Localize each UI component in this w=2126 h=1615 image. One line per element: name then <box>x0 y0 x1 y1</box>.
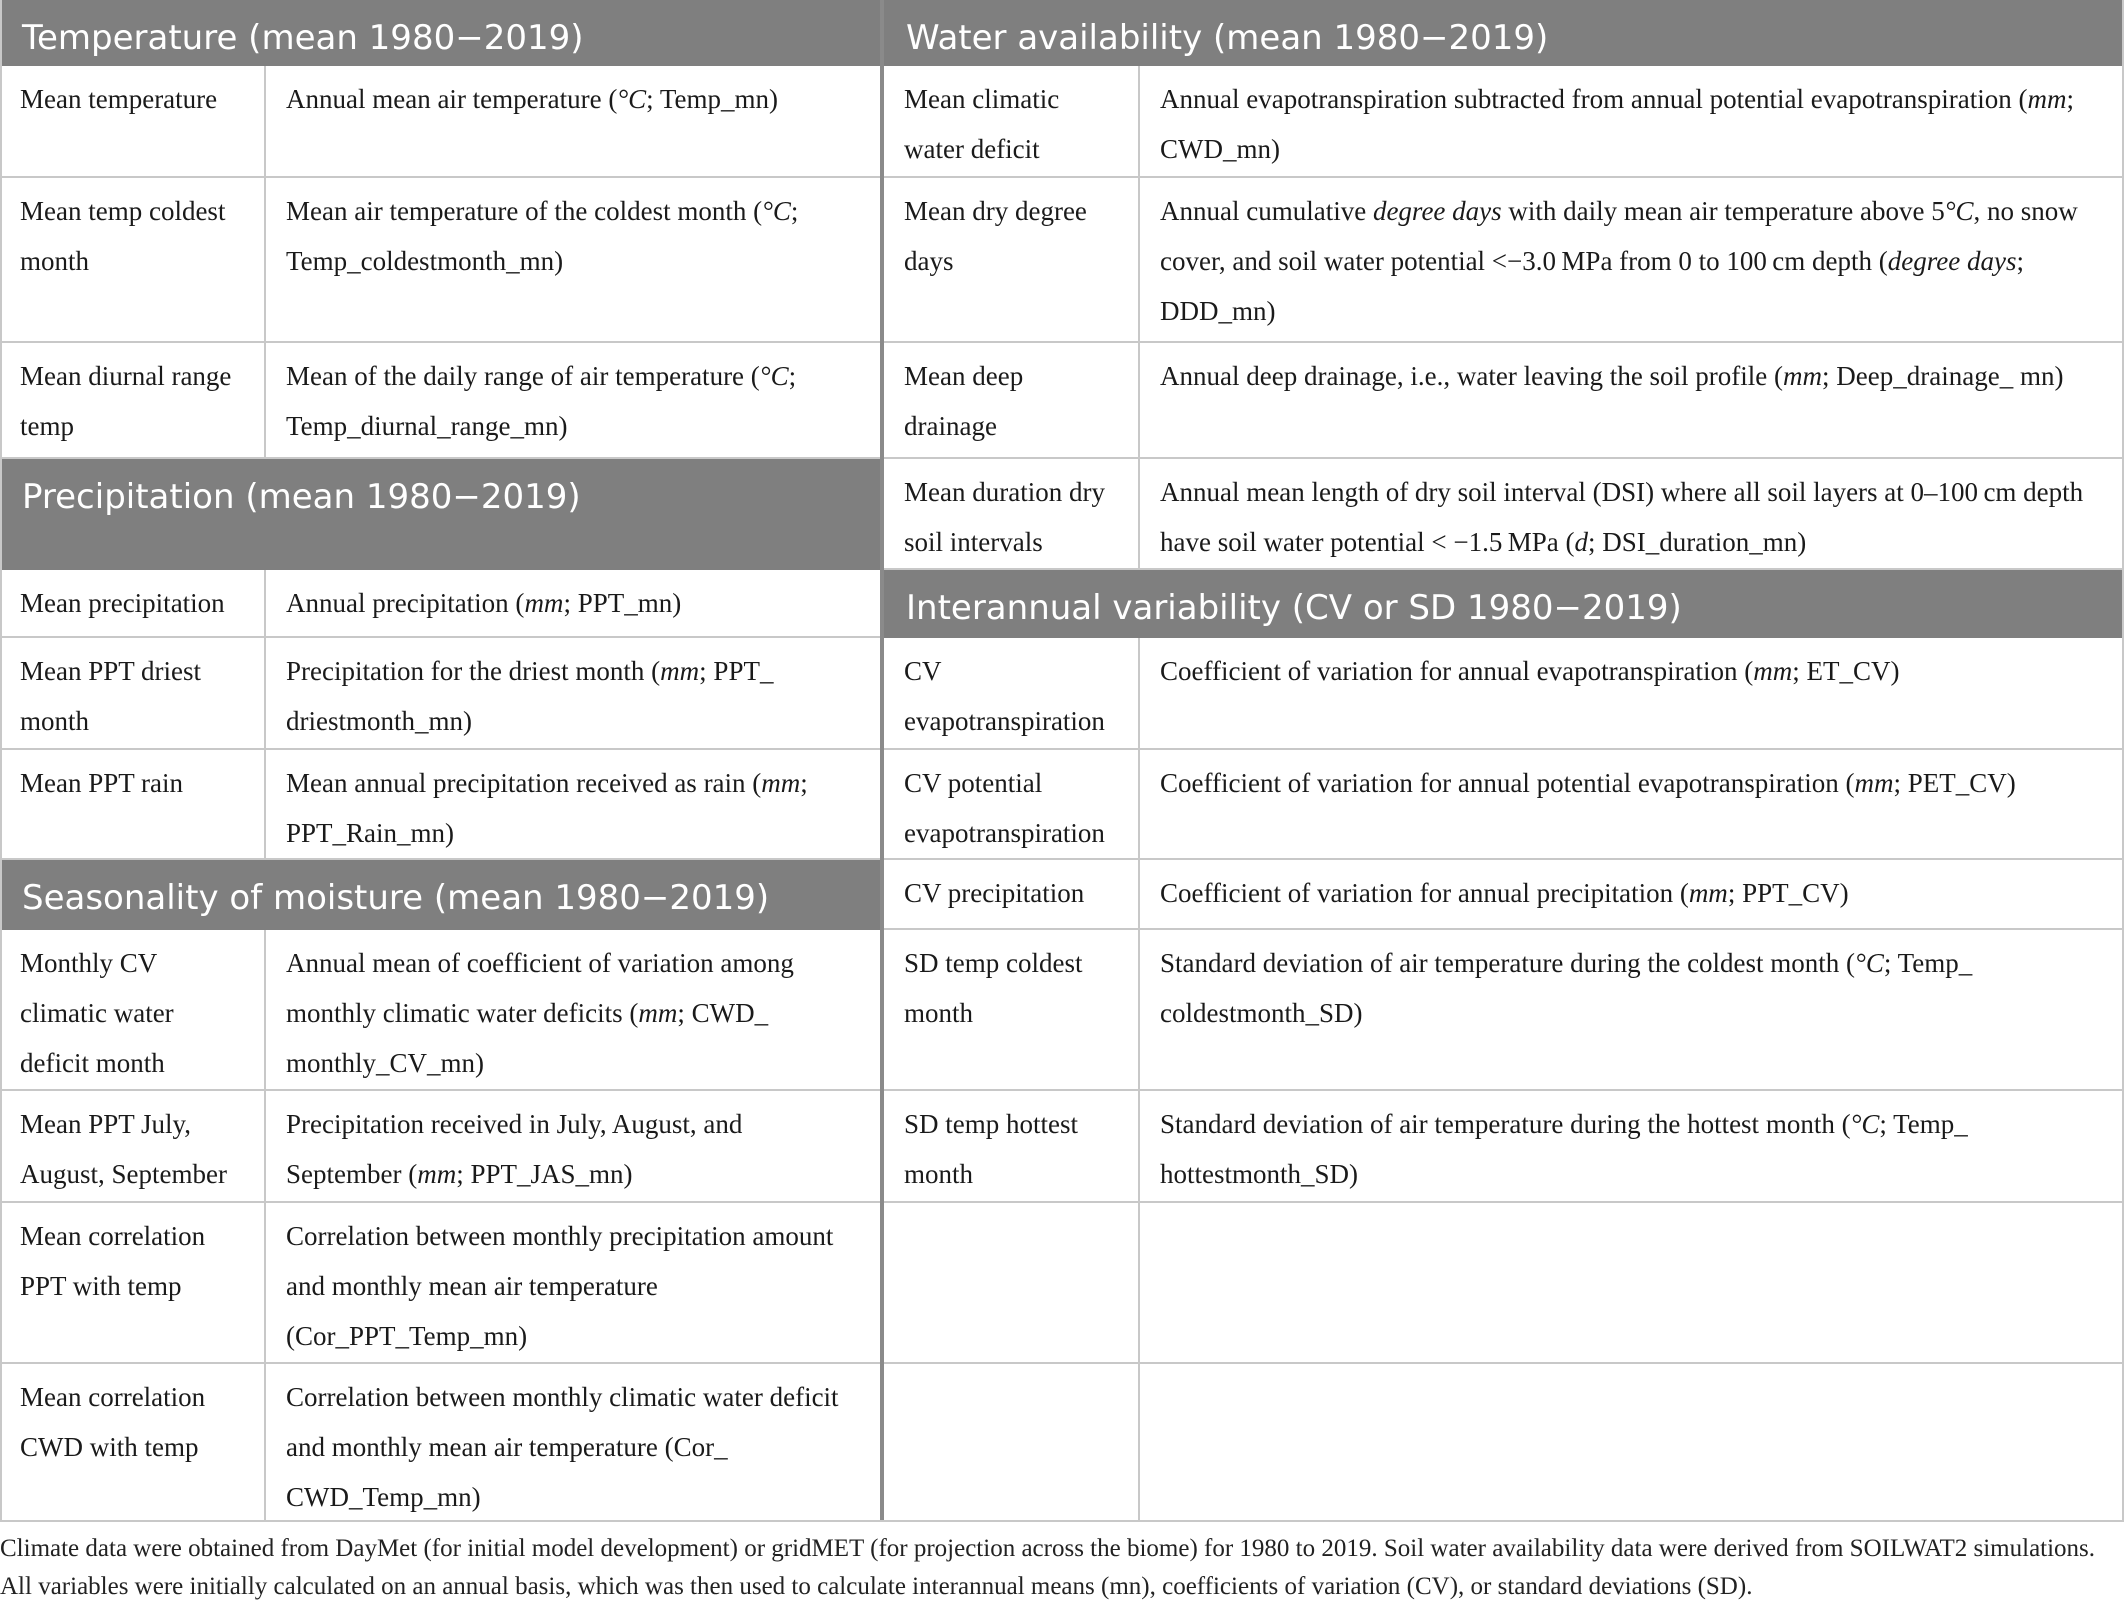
table-row <box>0 1091 880 1203</box>
section-header: Precipitation (mean 1980−2019) <box>0 459 880 570</box>
variable-description: Annual mean air temperature (°C; Temp_mn) <box>286 84 779 114</box>
table-row <box>884 343 2124 459</box>
table-row <box>0 1364 880 1522</box>
variable-description: Mean annual precipitation received as rain (mm; PPT_Rain_mn) <box>286 768 808 848</box>
variable-description: Annual precipitation (mm; PPT_mn) <box>286 588 682 618</box>
variable-description: Correlation between monthly climatic water deficit and monthly mean air temperature (Cor_ CWD_Temp_mn) <box>286 1382 839 1512</box>
variable-name: CV evapotranspiration <box>884 638 1140 748</box>
table-row <box>0 66 880 178</box>
variable-description: Mean air temperature of the coldest month (°C; Temp_coldestmonth_mn) <box>286 196 799 276</box>
variable-name: SD temp coldest month <box>884 930 1140 1089</box>
variable-description: Annual evapotranspiration subtracted from annual potential evapotranspiration (mm; CWD_mn) <box>1160 84 2074 164</box>
section-header: Seasonality of moisture (mean 1980−2019) <box>0 860 880 930</box>
variable-name: Mean climatic water deficit <box>884 66 1140 176</box>
variable-description: Annual mean of coefficient of variation among monthly climatic water deficits (mm; CWD_ monthly_CV_mn) <box>286 948 794 1078</box>
variable-name: CV potential evapotranspiration <box>884 750 1140 858</box>
variable-name: SD temp hottest month <box>884 1091 1140 1201</box>
variable-description: Annual mean length of dry soil interval (DSI) where all soil layers at 0–100 cm depth have soil water potential < −1.5 MPa (d; DSI_duration_mn) <box>1160 477 2084 557</box>
variable-description: Correlation between monthly precipitation amount and monthly mean air temperature (Cor_PPT_Temp_mn) <box>286 1221 834 1351</box>
variable-name <box>884 1364 1140 1520</box>
variable-name <box>884 1203 1140 1362</box>
variable-description: Coefficient of variation for annual potential evapotranspiration (mm; PET_CV) <box>1160 768 2016 798</box>
section-header: Temperature (mean 1980−2019) <box>0 0 880 66</box>
variable-description: Precipitation for the driest month (mm; PPT_ driestmonth_mn) <box>286 656 774 736</box>
variable-description: Standard deviation of air temperature during the hottest month (°C; Temp_ hottestmonth_SD) <box>1160 1109 1968 1189</box>
table-row <box>884 860 2124 930</box>
variable-name: Mean temperature <box>0 66 266 176</box>
variable-description: Mean of the daily range of air temperature (°C; Temp_diurnal_range_mn) <box>286 361 797 441</box>
variable-name: Mean PPT rain <box>0 750 266 858</box>
table-footnote: Climate data were obtained from DayMet (for initial model development) or gridMET (for projection across the biome) for 1980 to 2019. Soil water availability data were derived from SOILWAT2 simulations. All variables were initially calculated on an annual basis, which was then used to calculate interannual means (mn), coefficients of variation (CV), or standard deviations (SD). <box>0 1535 2096 1600</box>
variable-name: Mean dry degree days <box>884 178 1140 341</box>
variable-description: Coefficient of variation for annual precipitation (mm; PPT_CV) <box>1160 878 1849 908</box>
variable-description <box>1140 1203 2124 1362</box>
variable-name: Mean deep drainage <box>884 343 1140 457</box>
variable-name: Mean duration dry soil intervals <box>884 459 1140 568</box>
table-row <box>884 66 2124 178</box>
column-divider <box>880 0 884 1522</box>
section-header: Water availability (mean 1980−2019) <box>884 0 2124 66</box>
table-row <box>0 930 880 1091</box>
variable-description: Annual deep drainage, i.e., water leaving the soil profile (mm; Deep_drainage_ mn) <box>1160 361 2064 391</box>
variable-name: Mean correlation CWD with temp <box>0 1364 266 1520</box>
table-row <box>0 343 880 459</box>
variable-description <box>1140 1364 2124 1520</box>
variable-name: Monthly CV climatic water deficit month <box>0 930 266 1089</box>
table-row <box>0 570 880 638</box>
table-row <box>884 459 2124 570</box>
variable-name: Mean PPT July, August, September <box>0 1091 266 1201</box>
table-row <box>884 178 2124 343</box>
table-row <box>884 638 2124 750</box>
table-row <box>0 750 880 860</box>
table-row <box>884 930 2124 1091</box>
table-row <box>884 1364 2124 1522</box>
variable-name: Mean temp coldest month <box>0 178 266 341</box>
section-header: Interannual variability (CV or SD 1980−2019) <box>884 570 2124 638</box>
variable-description: Precipitation received in July, August, and September (mm; PPT_JAS_mn) <box>286 1109 743 1189</box>
table-row <box>884 750 2124 860</box>
variable-name: CV precipitation <box>884 860 1140 928</box>
variable-name: Mean diurnal range temp <box>0 343 266 457</box>
table-row <box>0 638 880 750</box>
table-row <box>0 178 880 343</box>
variable-name: Mean PPT driest month <box>0 638 266 748</box>
variable-name: Mean correlation PPT with temp <box>0 1203 266 1362</box>
variable-description: Annual cumulative degree days with daily mean air temperature above 5°C, no snow cover, and soil water potential <−3.0 MPa from 0 to 100 cm depth (degree days; DDD_mn) <box>1160 196 2078 326</box>
table-row <box>0 1203 880 1364</box>
table-row <box>884 1203 2124 1364</box>
variable-name: Mean precipitation <box>0 570 266 636</box>
table-row <box>884 1091 2124 1203</box>
variable-description: Standard deviation of air temperature during the coldest month (°C; Temp_ coldestmonth_SD) <box>1160 948 1973 1028</box>
variable-description: Coefficient of variation for annual evapotranspiration (mm; ET_CV) <box>1160 656 1900 686</box>
